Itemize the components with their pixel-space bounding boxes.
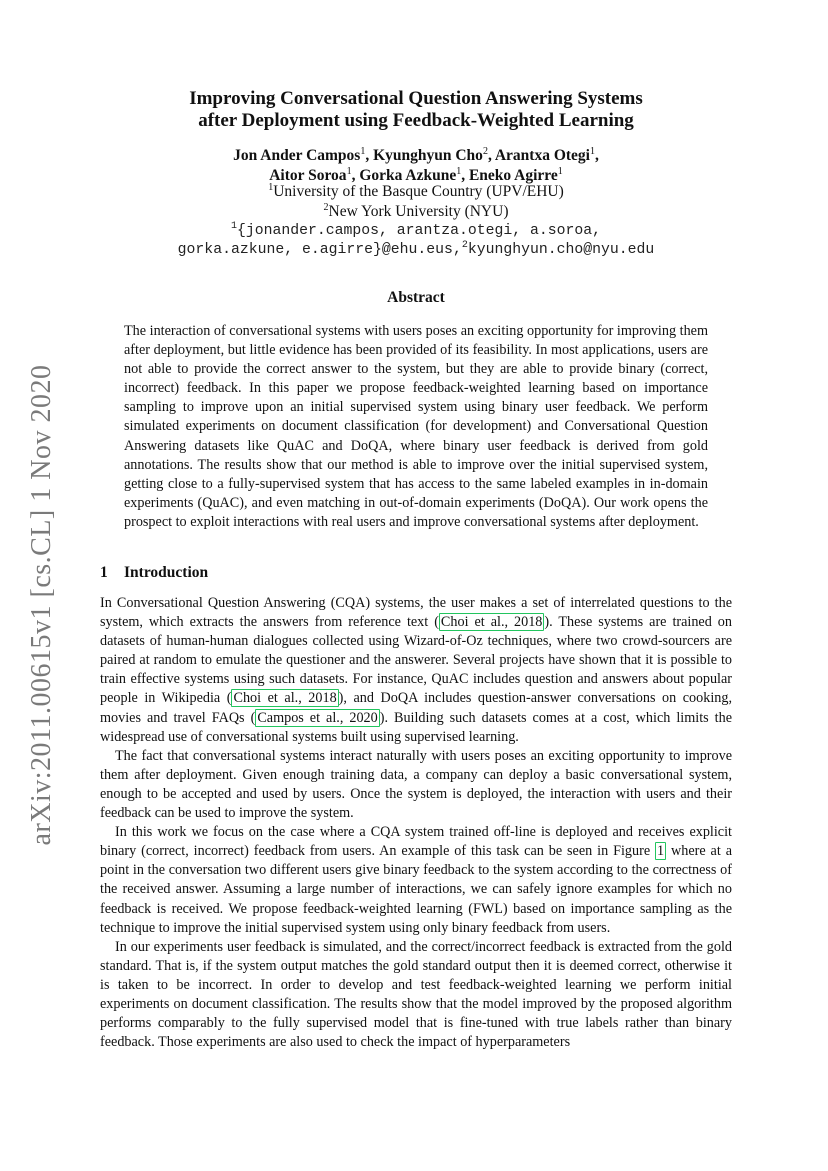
title-line-1: Improving Conversational Question Answering Systems <box>189 88 643 109</box>
abstract-heading: Abstract <box>387 289 445 306</box>
citation-link[interactable]: Campos et al., 2020 <box>257 709 378 726</box>
affiliation-2: $^2$New York University (NYU) <box>323 201 509 220</box>
author-line-1: Jon Ander Campos$^1$, Kyunghyun Cho$^2$, Arantxa Otegi$^1$, <box>233 145 599 164</box>
affiliation-marker: 1 <box>589 145 595 157</box>
author-name: Jon Ander Campos <box>233 147 361 164</box>
affiliation-marker: 1 <box>456 165 462 177</box>
arxiv-side-stamp: arXiv:2011.00615v1 [cs.CL] 1 Nov 2020 <box>26 364 57 846</box>
section-body <box>100 594 732 1052</box>
paragraph: In our experiments user feedback is simulated, and the correct/incorrect feedback is extracted from the gold standard. That is, if the system output matches the gold standard output then it is deemed correct, otherwise it is taken to be incorrect. In order to develop and test feedback-weighted learning we perform initial experiments on document classification. The results show that the model improved by the proposed algorithm performs comparably to the fully supervised model that is fine-tuned with true labels rather than binary feedback. Those experiments are also used to check the impact of hyperparameters <box>100 938 732 1051</box>
section-title: Introduction <box>124 564 209 581</box>
citation-link[interactable]: Choi et al., 2018 <box>440 614 543 631</box>
affiliation-1: $^1$University of the Basque Country (UPV/EHU) <box>268 181 564 200</box>
author-emails <box>100 222 732 260</box>
affiliation-marker: 1 <box>360 145 366 157</box>
paragraph: In Conversational Question Answering (CQA) systems, the user makes a set of interrelated questions to the system, which extracts the answers from reference text ( Choi et al., 2018 ). These systems are trained on datasets of human-human dialogues collected using Wizard-of-Oz techniques, where two crowd-sourcers are paired at random to emulate the questioner and the answerer. Several projects have shown that it is possible to train effective systems using such datasets. For instance, QuAC includes question and answers about popular people in Wikipedia ( Choi et al., 2018 ), and DoQA includes question-answer conversations on cooking, movies and travel FAQs ( Campos et al., 2020 ). Building such datasets comes at a cost, which limits the widespread use of conversational systems built using supervised learning. <box>100 595 733 745</box>
affiliation-marker: 1 <box>557 165 563 177</box>
paper-title <box>100 88 732 132</box>
author-name: Eneko Agirre <box>468 167 558 184</box>
paragraph: The fact that conversational systems interact naturally with users poses an exciting opportunity to improve them after deployment. Given enough training data, a company can deploy a basic conversational system, enough to be accepted and used by users. Once the system is deployed, the interaction with users and their feedback can be used to improve the system. <box>100 747 732 822</box>
author-line-2: Aitor Soroa$^1$, Gorka Azkune$^1$, Eneko Agirre$^1$ <box>269 165 563 184</box>
author-list <box>100 146 732 186</box>
author-name: Kyunghyun Cho <box>373 147 483 164</box>
section-heading <box>100 564 208 582</box>
affiliations <box>100 182 732 222</box>
paragraph: In this work we focus on the case where a CQA system trained off-line is deployed and receives explicit binary (correct, incorrect) feedback from users. An example of this task can be seen in Figure 1 where at a point in the conversation two different users give binary feedback to the system according to the correctness of the received answer. Assuming a large number of interactions, we can safely ignore examples for which no feedback is received. We propose feedback-weighted learning (FWL) based on importance sampling as the technique to improve the initial supervised system using only binary feedback from users. <box>100 824 732 936</box>
author-name: Gorka Azkune <box>359 167 457 184</box>
citation-link[interactable]: Choi et al., 2018 <box>233 690 337 707</box>
email-line-1: $^1${jonander.campos, arantza.otegi, a.soroa, <box>230 221 602 239</box>
email-line-2: gorka.azkune, e.agirre}@ehu.eus,$^2$kyunghyun.cho@nyu.edu <box>177 240 655 258</box>
author-name: Arantxa Otegi <box>494 147 590 164</box>
affiliation-marker: 1 <box>346 165 352 177</box>
author-name: Aitor Soroa <box>269 167 347 184</box>
figure-reference-link[interactable]: 1 <box>657 843 665 860</box>
title-line-2: after Deployment using Feedback-Weighted Learning <box>198 110 634 131</box>
abstract-text: The interaction of conversational systems with users poses an exciting opportunity for improving them after deployment, but little evidence has been provided of its feasibility. In most applications, users are not able to provide the correct answer to the system, but they are able to provide binary (correct, incorrect) feedback. In this paper we propose feedback-weighted learning based on importance sampling to improve upon an initial supervised system using binary user feedback. We perform simulated experiments on document classification (for development) and Conversational Question Answering datasets like QuAC and DoQA, where binary user feedback is derived from gold annotations. The results show that our method is able to improve over the initial supervised system, getting close to a fully-supervised system that has access to the same labeled examples in in-domain experiments (QuAC), and even matching in out-of-domain experiments (DoQA). Our work opens the prospect to exploit interactions with real users and improve conversational systems after deployment. <box>124 323 708 530</box>
affiliation-marker: 2 <box>482 145 488 157</box>
section-number: 1 <box>100 564 108 581</box>
